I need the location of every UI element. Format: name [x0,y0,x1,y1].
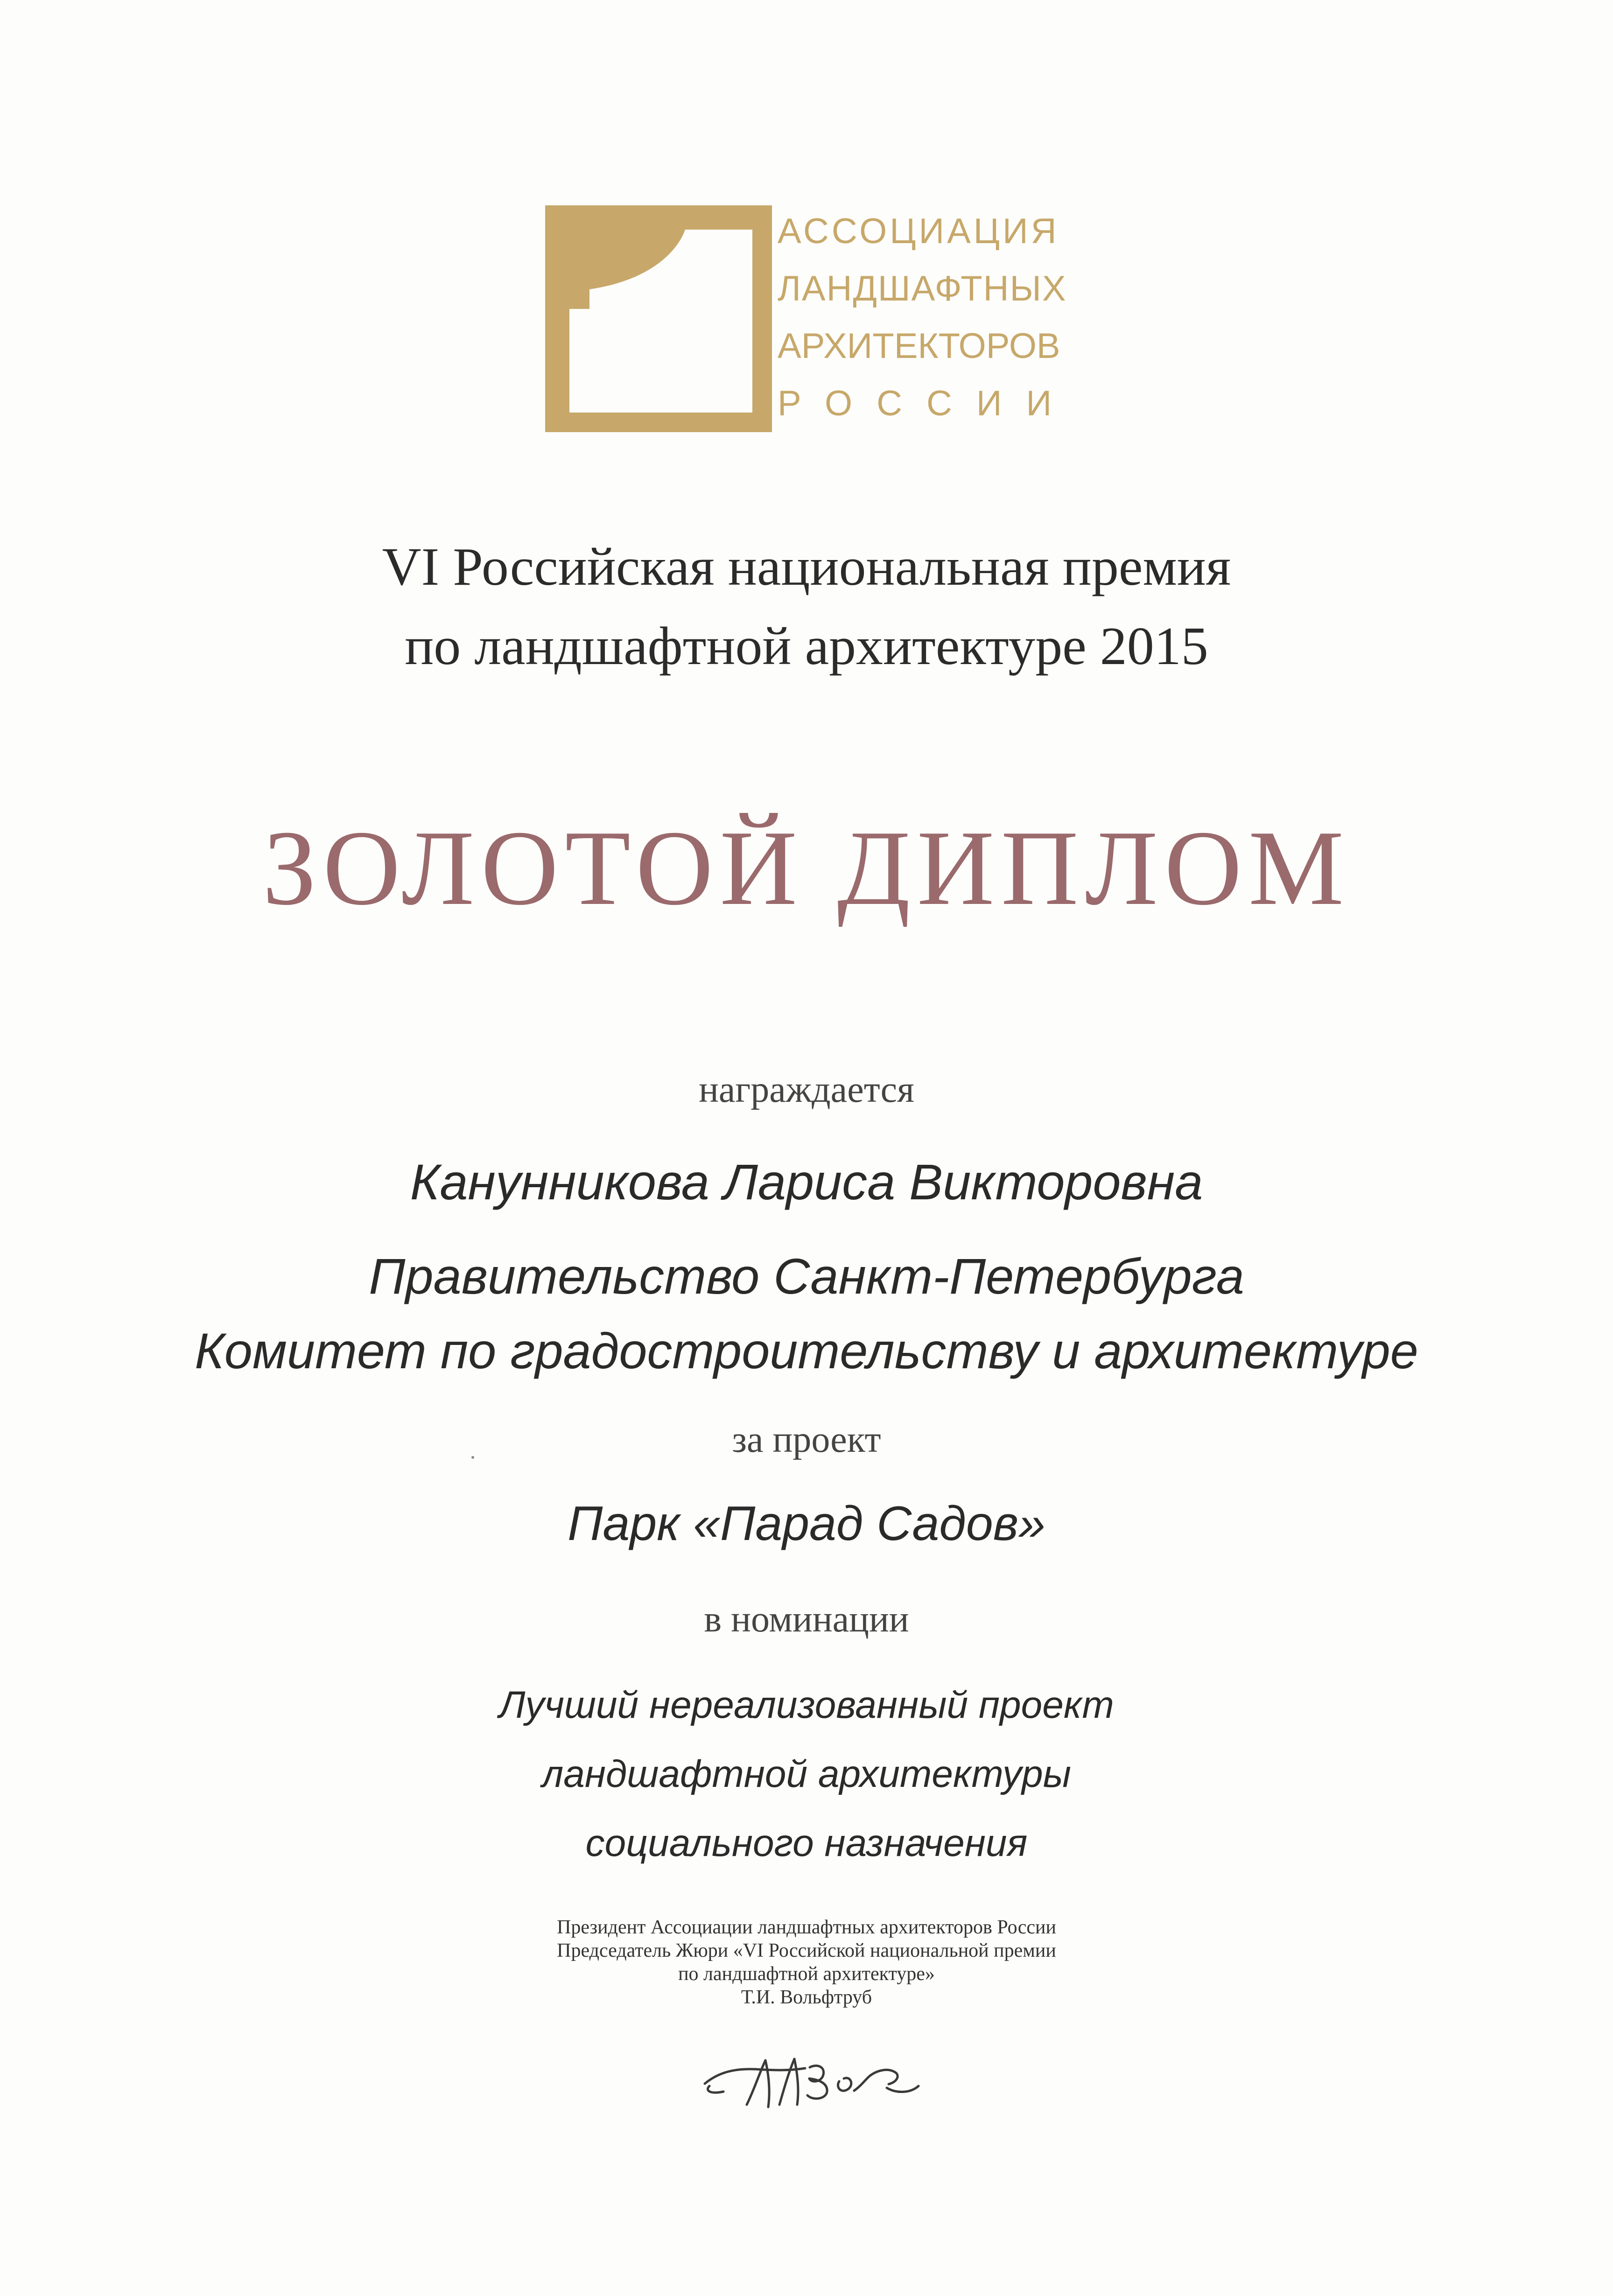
award-title-line: по ландшафтной архитектуре 2015 [405,616,1208,676]
association-name-line: РОССИИ [778,384,1076,423]
recipient-name: Канунникова Лариса Викторовна [410,1154,1203,1210]
diploma-title: ЗОЛОТОЙ ДИПЛОМ [262,808,1351,927]
nomination-line: Лучший нереализованный проект [499,1684,1114,1726]
organization-line: Правительство Санкт-Петербурга [369,1248,1244,1304]
association-name [778,205,1081,432]
signatory-line: Т.И. Вольфтруб [741,1987,872,2008]
handwritten-signature-icon [691,2039,933,2114]
organization [0,1239,1613,1388]
signatory-line: по ландшафтной архитектуре» [678,1963,935,1985]
association-name-line: АРХИТЕКТОРОВ [778,326,1060,366]
nomination-line: социального назначения [585,1822,1028,1864]
association-logo [545,205,1077,432]
award-title [0,527,1613,686]
organization-line: Комитет по градостроительству и архитектуре [195,1323,1418,1379]
nomination [0,1671,1613,1878]
association-emblem-icon [545,205,772,432]
for-project-label: за проект [732,1419,881,1460]
award-title-line: VI Российская национальная премия [382,537,1231,597]
signatory-line: Председатель Жюри «VI Российской национальной премии [557,1940,1056,1961]
nomination-line: ландшафтной архитектуры [542,1753,1071,1795]
project-name: Парк «Парад Садов» [568,1497,1045,1551]
in-nomination-label: в номинации [704,1599,909,1640]
association-name-line: ЛАНДШАФТНЫХ [778,269,1067,308]
signatory-line: Президент Ассоциации ландшафтных архитекторов России [557,1917,1056,1938]
awarded-label: награждается [699,1069,914,1110]
association-name-line: АССОЦИАЦИЯ [778,211,1059,251]
signatory-block [0,1916,1613,2009]
